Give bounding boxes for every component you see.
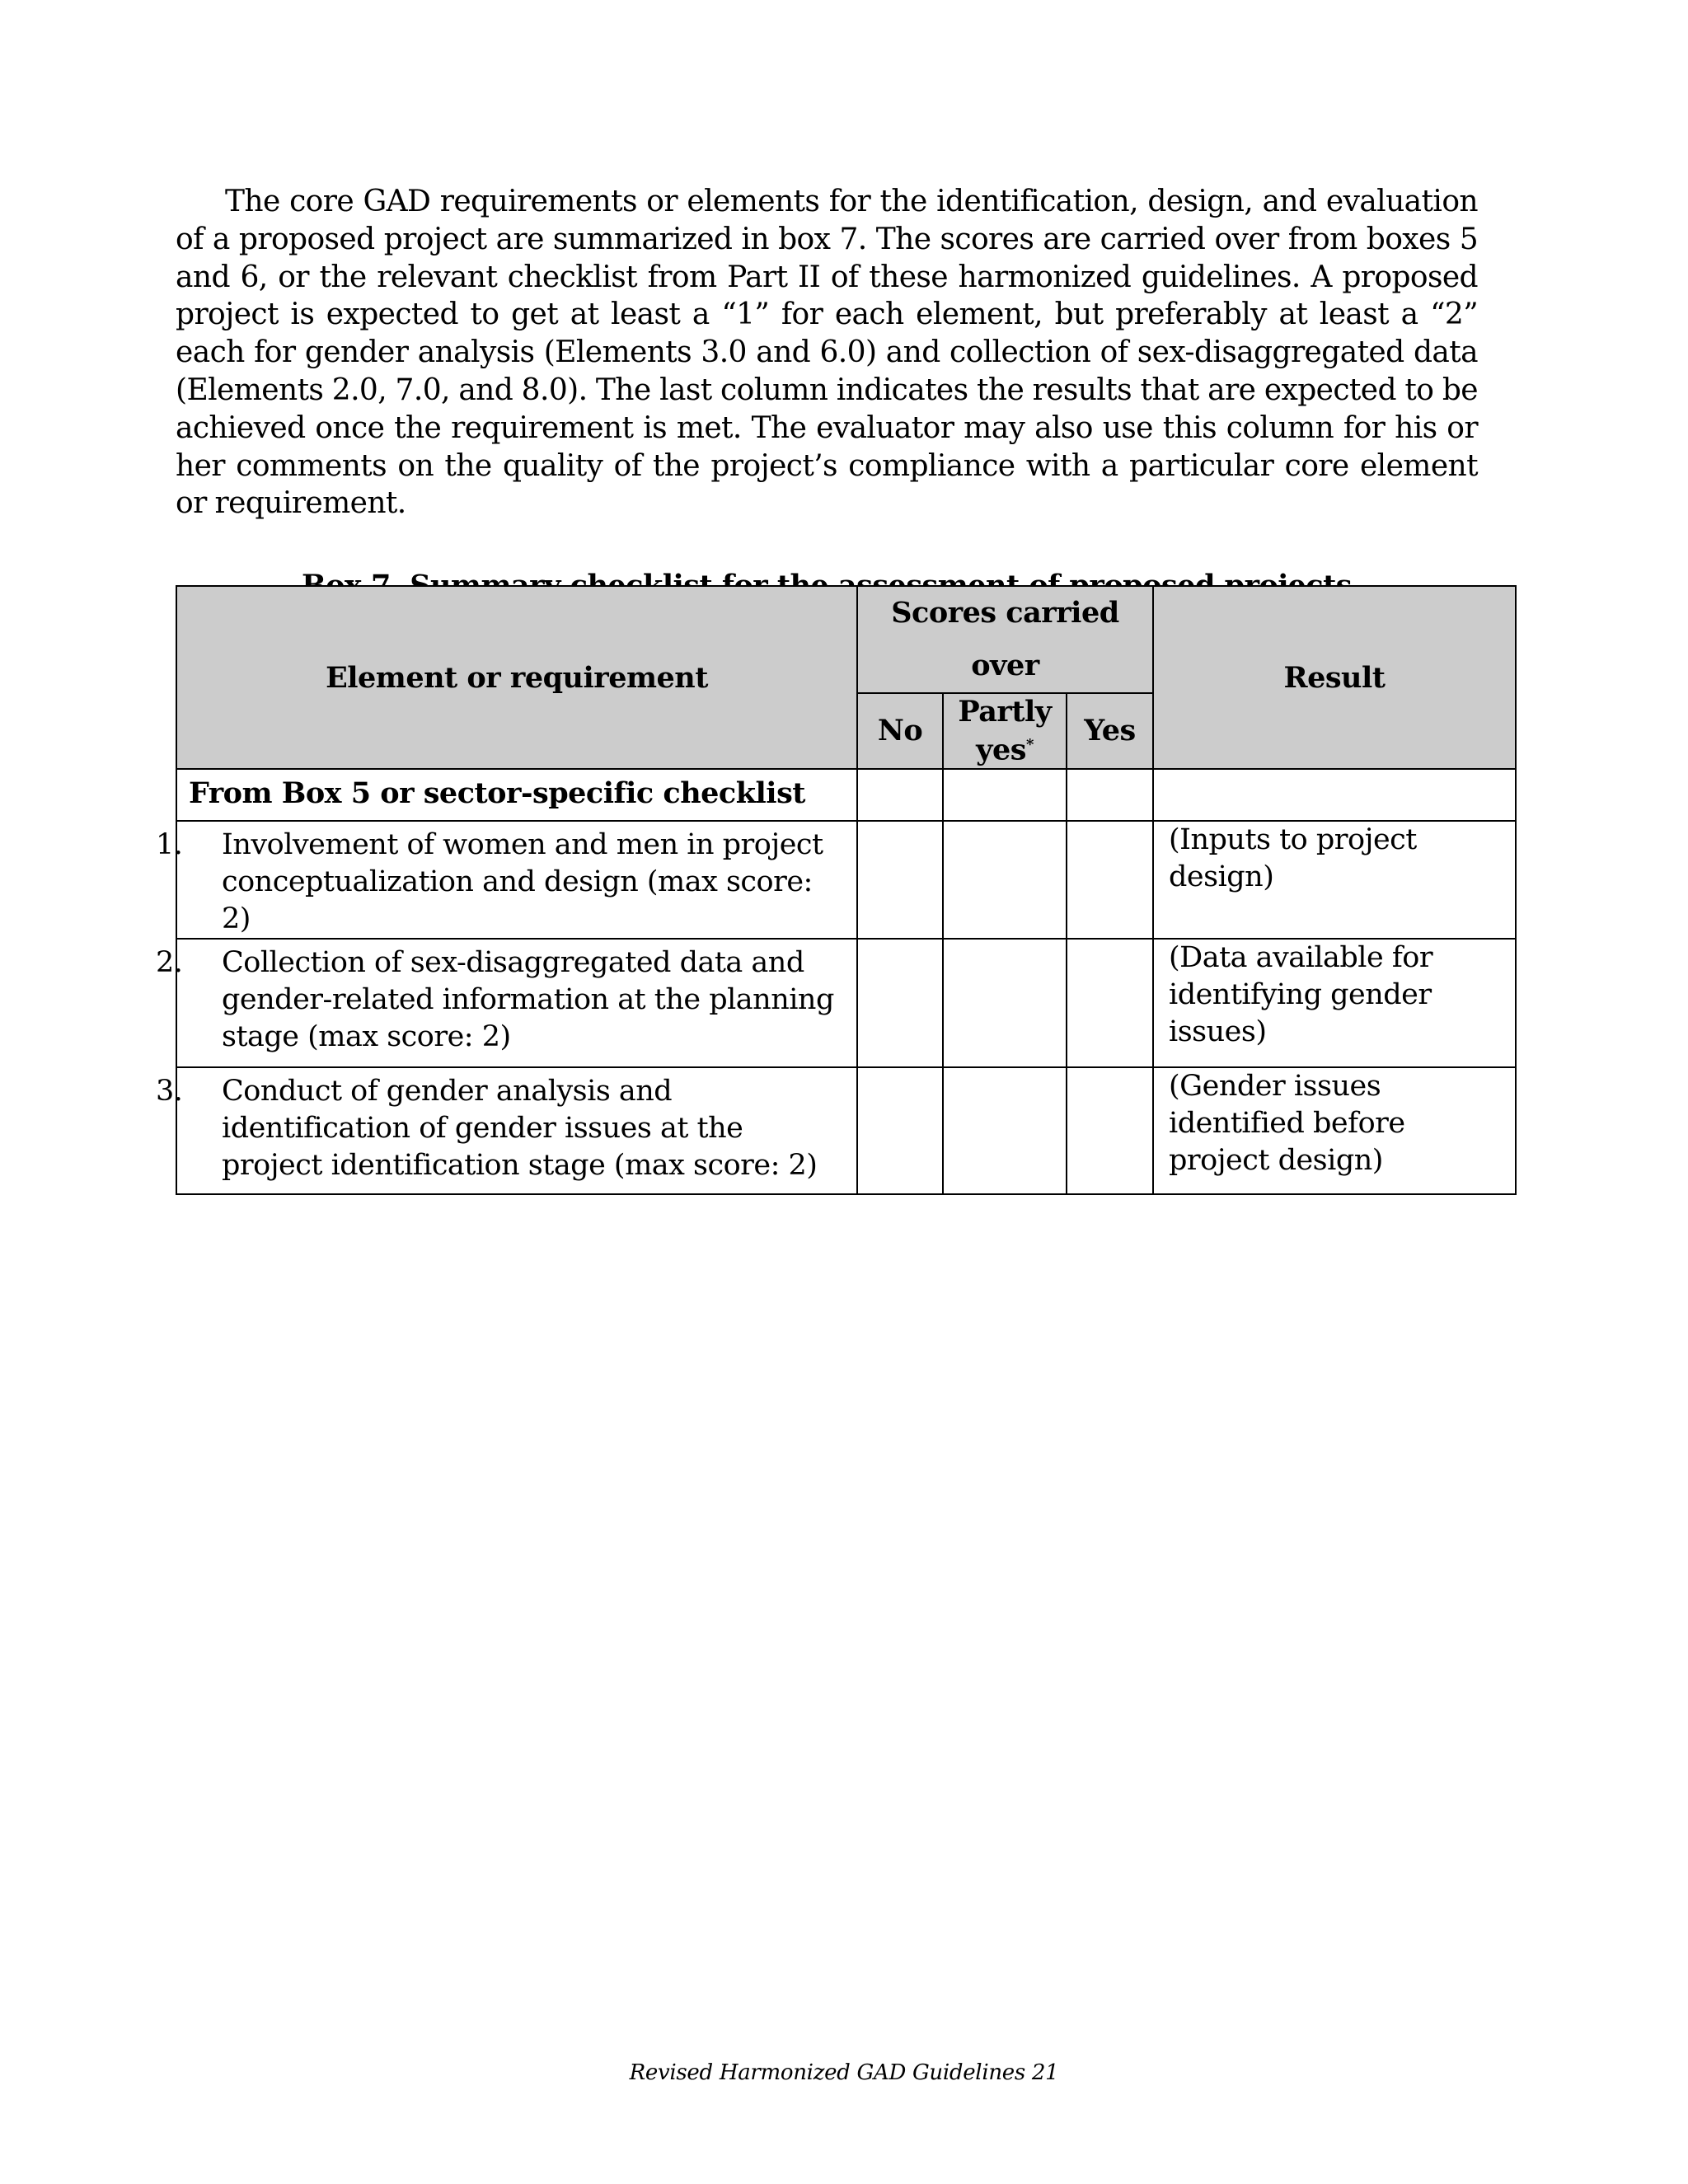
score-cell-yes (1067, 939, 1153, 1067)
section-row (176, 769, 1516, 821)
intro-paragraph: The core GAD requirements or elements for the identification, design, and evaluation of a proposed project are summarized in box 7. The scores are carried over from boxes 5 and 6, or the relevant checklist from Part II of these harmonized guidelines. A proposed project is expected to get at least a “1” for each element, but preferably at least a “2” each for gender analysis (Elements 3.0 and 6.0) and collection of sex-disaggregated data (Elements 2.0, 7.0, and 8.0). The last column indicates the results that are expected to be achieved once the requirement is met. The evaluator may also use this column for his or her comments on the quality of the project’s compliance with a particular core element or requirement. (176, 185, 1478, 521)
header-element: Element or requirement (176, 586, 857, 769)
score-cell-no (857, 821, 943, 939)
summary-checklist-table (156, 585, 1517, 1195)
result-cell (1153, 769, 1516, 821)
item-text: Collection of sex-disaggregated data and gender-related information at the planning stage (max score: 2) (222, 946, 834, 1053)
item-number: 2. (156, 946, 183, 979)
header-yes: Yes (1067, 693, 1153, 769)
score-cell-partly (943, 1067, 1067, 1194)
element-cell (156, 1067, 857, 1194)
score-cell-partly (943, 939, 1067, 1067)
result-cell: (Data available for identifying gender issues) (1153, 939, 1516, 1067)
footnote-mark: * (1025, 735, 1034, 753)
result-cell: (Gender issues identified before project design) (1153, 1067, 1516, 1194)
header-no: No (857, 693, 943, 769)
score-cell-partly (943, 769, 1067, 821)
item-number: 3. (156, 1075, 183, 1108)
score-cell-yes (1067, 821, 1153, 939)
item-text: Involvement of women and men in project conceptualization and design (max score: 2) (222, 828, 823, 935)
table-row (176, 821, 1516, 939)
header-partly-yes-label: Partly yes (958, 694, 1052, 767)
score-cell-partly (943, 821, 1067, 939)
element-cell (156, 939, 857, 1067)
page-footer: Revised Harmonized GAD Guidelines 21 (629, 2060, 1059, 2085)
element-cell (156, 821, 857, 939)
table-row (176, 939, 1516, 1067)
table-row (176, 1067, 1516, 1194)
score-cell-yes (1067, 1067, 1153, 1194)
score-cell-no (857, 769, 943, 821)
item-text: Conduct of gender analysis and identification of gender issues at the project identification stage (max score: 2) (222, 1075, 818, 1182)
header-result: Result (1153, 586, 1516, 769)
score-cell-yes (1067, 769, 1153, 821)
document-page (156, 183, 1478, 1182)
result-cell: (Inputs to project design) (1153, 821, 1516, 939)
header-scores: Scores carried over (857, 586, 1153, 693)
table-header-row (176, 586, 1516, 693)
item-number: 1. (156, 828, 183, 861)
header-partly-yes (943, 693, 1067, 769)
score-cell-no (857, 1067, 943, 1194)
section-label: From Box 5 or sector-specific checklist (176, 769, 857, 821)
score-cell-no (857, 939, 943, 1067)
